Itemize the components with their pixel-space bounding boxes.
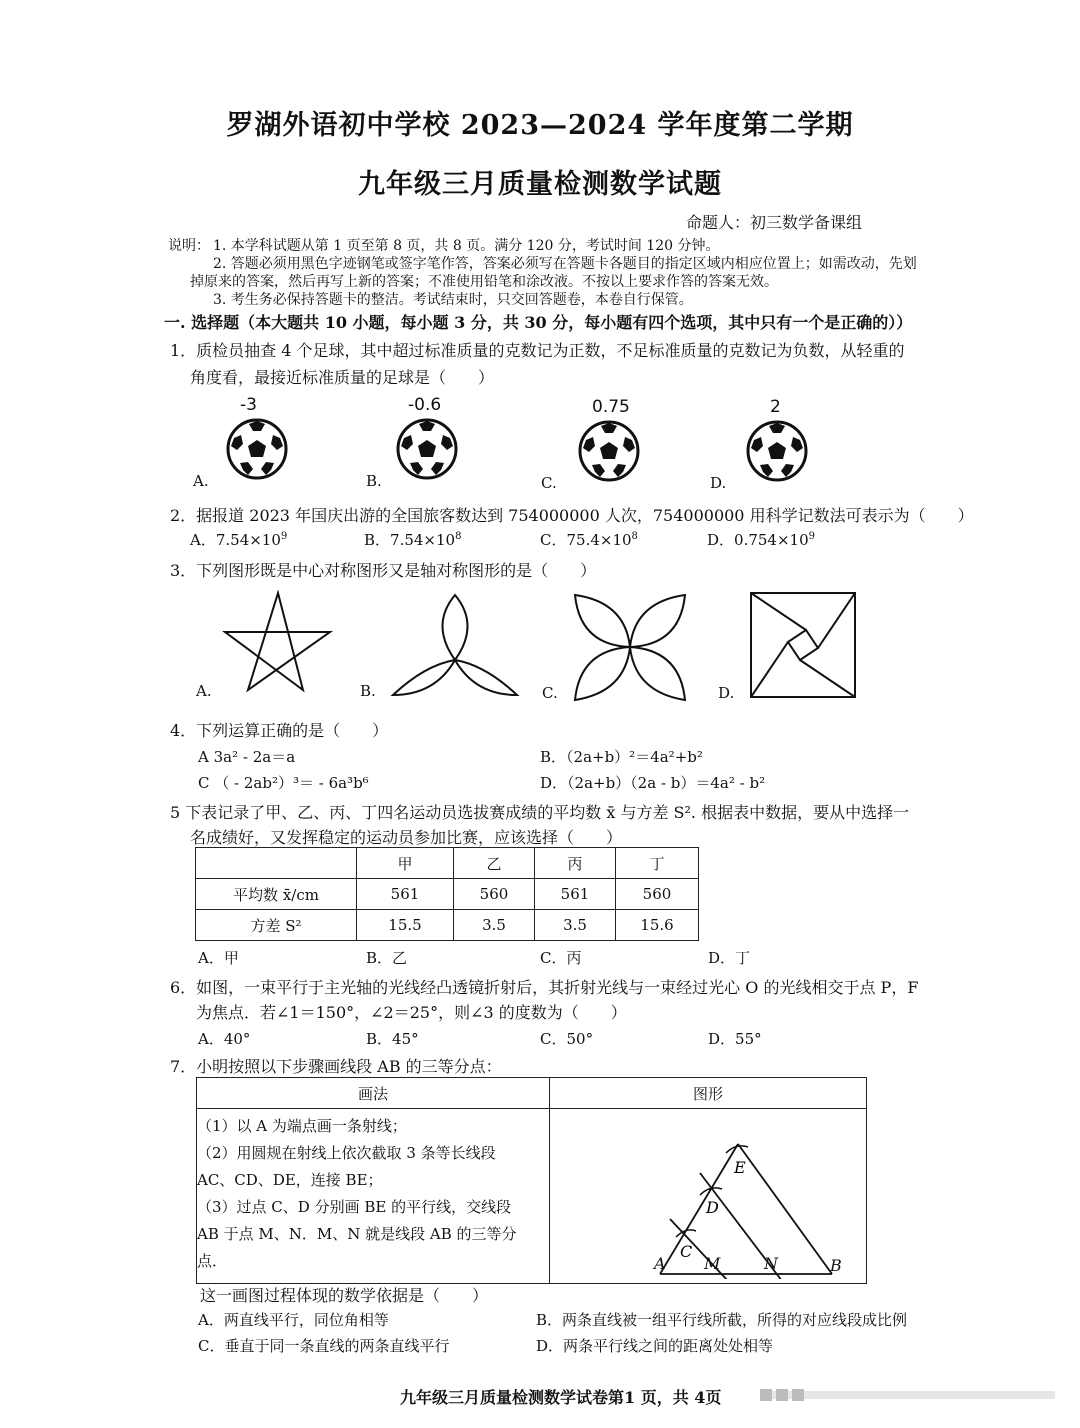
q3-option-label: A. <box>196 682 212 700</box>
construction-table <box>196 1077 867 1284</box>
q1-value-c: 0.75 <box>592 397 630 417</box>
point-label: E <box>734 1158 746 1177</box>
table-cell: 15.5 <box>357 910 454 941</box>
q7-stem: 7．小明按照以下步骤画线段 AB 的三等分点： <box>170 1057 502 1076</box>
table-cell: 560 <box>454 879 535 910</box>
q1-value-b: -0.6 <box>408 395 442 415</box>
table-row <box>196 879 699 910</box>
table-header-row <box>196 848 699 879</box>
q7-option-a: A．两直线平行，同位角相等 <box>198 1311 389 1329</box>
table-cell: 平均数 x̄/cm <box>196 879 357 910</box>
q2-option-b: B．$7.54\times 10^8$ <box>364 531 462 549</box>
q1-option-label: B. <box>366 472 382 490</box>
point-label: D <box>706 1198 719 1217</box>
star-figure <box>220 590 340 700</box>
table-cell: 方差 S² <box>196 910 357 941</box>
step-line: AB 于点 M、N．M、N 就是线段 AB 的三等分 <box>197 1225 517 1243</box>
q1-stem: 角度看，最接近标准质量的足球是（ ） <box>190 368 495 387</box>
q6-stem: 为焦点．若∠1＝150°，∠2＝25°，则∠3 的度数为（ ） <box>196 1003 627 1022</box>
q1-option-label: C. <box>541 474 557 492</box>
square-pinwheel-figure <box>748 590 858 700</box>
step-line: （1）以 A 为端点画一条射线； <box>197 1117 407 1135</box>
step-line: （3）过点 C、D 分别画 BE 的平行线，交线段 <box>197 1198 512 1216</box>
steps-cell <box>197 1109 550 1284</box>
q2-stem: 2．据报道 2023 年国庆出游的全国旅客数达到 754000000 人次，754000000 用科学记数法可表示为（ ） <box>170 506 974 525</box>
table-cell: 560 <box>616 879 699 910</box>
q3-option-label: D. <box>718 684 735 702</box>
q7-option-b: B．两条直线被一组平行线所截，所得的对应线段成比例 <box>536 1311 908 1329</box>
q1-value-a: -3 <box>240 395 257 415</box>
instruction-item: 2. 答题必须用黑色字迹钢笔或签字笔作答，答案必须写在答题卡各题目的指定区域内相应位置上；如需改动，先划 <box>213 256 917 272</box>
q6-option-a: A．40° <box>198 1030 251 1048</box>
page-footer: 九年级三月质量检测数学试卷第1 页，共 4页 <box>400 1388 722 1407</box>
section-heading: 一. 选择题（本大题共 10 小题，每小题 3 分，共 30 分，每小题有四个选项，其中只有一个是正确的）） <box>164 313 913 332</box>
q3-stem: 3．下列图形既是中心对称图形又是轴对称图形的是（ ） <box>170 561 597 580</box>
q6-option-c: C．50° <box>540 1030 594 1048</box>
instruction-item: 掉原来的答案，然后再写上新的答案；不准使用铅笔和涂改液。不按以上要求作答的答案无效。 <box>190 274 778 290</box>
q6-option-b: B．45° <box>366 1030 419 1048</box>
page-progress-bar <box>760 1384 1055 1406</box>
q1-option-label: A. <box>193 472 209 490</box>
instruction-item: 3. 考生务必保持答题卡的整洁。考试结束时，只交回答题卷，本卷自行保管。 <box>213 292 693 308</box>
point-label: A <box>654 1254 666 1273</box>
soccer-ball-icon <box>746 420 808 482</box>
soccer-ball-icon <box>226 418 288 480</box>
table-cell: 561 <box>535 879 616 910</box>
q5-option-a: A．甲 <box>198 949 239 967</box>
q5-option-d: D．丁 <box>708 949 751 967</box>
q6-stem: 6．如图，一束平行于主光轴的光线经凸透镜折射后，其折射光线与一束经过光心 O 的光线相交于点 P，F <box>170 978 919 997</box>
three-petal-figure <box>385 590 525 705</box>
step-line: AC、CD、DE，连接 BE； <box>197 1171 383 1189</box>
q7-option-c: C．垂直于同一条直线的两条直线平行 <box>198 1337 450 1355</box>
q1-stem: 1．质检员抽查 4 个足球，其中超过标准质量的克数记为正数，不足标准质量的克数记为负数，从轻重的 <box>170 341 905 360</box>
q1-option-label: D. <box>710 474 727 492</box>
table-row <box>196 910 699 941</box>
point-label: N <box>764 1254 778 1273</box>
point-label: C <box>680 1242 693 1261</box>
q6-option-d: D．55° <box>708 1030 762 1048</box>
table-cell: 3.5 <box>535 910 616 941</box>
q2-option-c: C．$75.4\times 10^8$ <box>540 531 638 549</box>
q3-option-label: B. <box>360 682 376 700</box>
q4-option-d: D．（2a+b）（2a - b）＝4a² - b² <box>540 774 766 792</box>
instructions-lead: 说明： <box>168 238 210 254</box>
author-line: 命题人：初三数学备课组 <box>686 213 863 232</box>
q5-option-b: B．乙 <box>366 949 408 967</box>
q4-option-c: C （ - 2ab²）³＝ - 6a³b⁶ <box>198 774 369 792</box>
q7-option-d: D．两条平行线之间的距离处处相等 <box>536 1337 774 1355</box>
exam-title-line1: 罗湖外语初中学校 2023—2024 学年度第二学期 <box>226 110 854 141</box>
step-line: 点． <box>197 1252 228 1270</box>
q5-option-c: C．丙 <box>540 949 582 967</box>
q1-value-d: 2 <box>770 397 781 417</box>
q3-option-label: C. <box>542 684 558 702</box>
table-cell: 丁 <box>616 848 699 879</box>
table-header-cell: 图形 <box>550 1078 867 1109</box>
table-cell: 15.6 <box>616 910 699 941</box>
step-line: （2）用圆规在射线上依次截取 3 条等长线段 <box>197 1144 496 1162</box>
q4-option-a: A 3a² - 2a＝a <box>198 748 296 766</box>
soccer-ball-icon <box>396 418 458 480</box>
point-label: B <box>830 1256 842 1275</box>
q2-option-d: D．$0.754\times 10^9$ <box>707 531 816 549</box>
q2-option-a: A．$7.54\times 10^9$ <box>190 531 288 549</box>
table-cell: 丙 <box>535 848 616 879</box>
table-header-cell: 画法 <box>197 1078 550 1109</box>
table-cell: 甲 <box>357 848 454 879</box>
q7-question: 这一画图过程体现的数学依据是（ ） <box>200 1286 489 1305</box>
q5-stem: 5 下表记录了甲、乙、丙、丁四名运动员选拔赛成绩的平均数 x̄ 与方差 S². 根据表中数据，要从中选择一 <box>170 803 910 822</box>
scores-table <box>195 847 699 941</box>
table-cell: 561 <box>357 879 454 910</box>
table-cell: 3.5 <box>454 910 535 941</box>
exam-title-line2: 九年级三月质量检测数学试题 <box>358 169 722 200</box>
instruction-item: 1. 本学科试题从第 1 页至第 8 页，共 8 页。满分 120 分，考试时间 120 分钟。 <box>213 238 720 254</box>
table-cell <box>196 848 357 879</box>
q5-stem: 名成绩好，又发挥稳定的运动员参加比赛，应该选择（ ） <box>190 828 623 847</box>
four-petal-figure <box>570 590 690 705</box>
point-label: M <box>704 1254 721 1273</box>
table-cell: 乙 <box>454 848 535 879</box>
q4-stem: 4．下列运算正确的是（ ） <box>170 721 389 740</box>
q4-option-b: B．（2a+b）²＝4a²+b² <box>540 748 703 766</box>
soccer-ball-icon <box>578 420 640 482</box>
